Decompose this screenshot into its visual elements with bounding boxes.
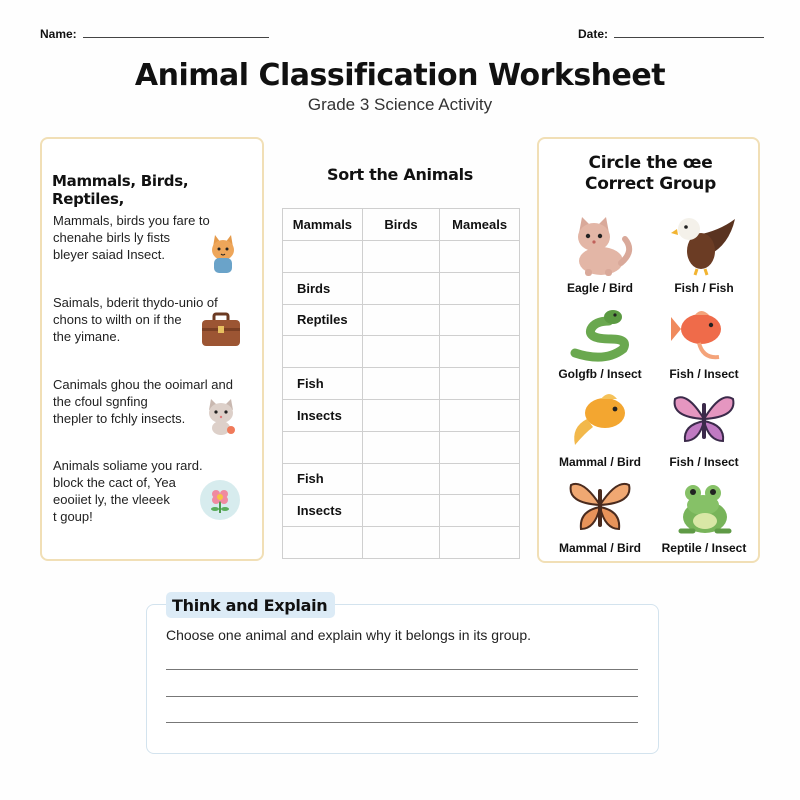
animal-label: Reptile / Insect xyxy=(661,541,747,555)
name-blank-line[interactable] xyxy=(83,28,269,38)
table-row xyxy=(283,399,520,431)
column-header: Birds xyxy=(362,209,439,241)
date-label: Date: xyxy=(578,27,609,41)
table-row xyxy=(283,304,520,336)
sort-answer-cell[interactable] xyxy=(362,495,439,527)
worksheet-title: Animal Classification Worksheet xyxy=(134,58,666,93)
red-fish-icon xyxy=(669,303,739,363)
sort-answer-cell[interactable] xyxy=(440,431,520,463)
animal-label: Golgfb / Insect xyxy=(558,367,642,381)
animal-choice-5[interactable] xyxy=(550,389,650,469)
sort-answer-cell[interactable] xyxy=(362,431,439,463)
info-paragraph-3: Canimals ghou the ooimarl and the cfoul sgnfing thepler to fchly insects. xyxy=(53,377,233,426)
animal-label: Mammal / Bird xyxy=(558,455,642,469)
animal-choice-4[interactable] xyxy=(654,303,754,381)
info-paragraph-1: Mammals, birds you fare to chenahe birls ly fists bleyer saiad Insect. xyxy=(53,213,210,262)
column-header: Mammals xyxy=(283,209,363,241)
date-blank-line[interactable] xyxy=(614,28,764,38)
name-field[interactable] xyxy=(40,27,269,41)
table-header-row xyxy=(283,209,520,241)
row-label-cell[interactable]: Birds xyxy=(283,272,363,304)
row-label-cell[interactable] xyxy=(283,241,363,273)
left-info-panel xyxy=(40,137,264,561)
animal-choice-6[interactable] xyxy=(654,389,754,469)
sort-answer-cell[interactable] xyxy=(362,336,439,368)
table-row xyxy=(283,272,520,304)
sort-answer-cell[interactable] xyxy=(362,527,439,559)
sort-answer-cell[interactable] xyxy=(440,527,520,559)
sort-heading: Sort the Animals xyxy=(326,165,474,184)
animal-choice-3[interactable] xyxy=(550,303,650,381)
sort-answer-cell[interactable] xyxy=(440,368,520,400)
sort-answer-cell[interactable] xyxy=(440,463,520,495)
left-panel-heading: Mammals, Birds, Reptiles, xyxy=(52,172,189,208)
row-label-cell[interactable]: Insects xyxy=(283,495,363,527)
briefcase-icon xyxy=(200,309,242,351)
cat-icon xyxy=(565,211,635,277)
table-row xyxy=(283,241,520,273)
flower-icon xyxy=(199,479,241,521)
animal-label: Eagle / Bird xyxy=(566,281,634,295)
animal-label: Fish / Insect xyxy=(669,455,739,469)
row-label-cell[interactable]: Fish xyxy=(283,463,363,495)
sort-answer-cell[interactable] xyxy=(362,272,439,304)
table-row xyxy=(283,463,520,495)
think-explain-title: Think and Explain xyxy=(166,592,335,618)
name-label: Name: xyxy=(40,27,77,41)
think-explain-prompt: Choose one animal and explain why it belongs in its group. xyxy=(166,627,532,643)
table-row xyxy=(283,336,520,368)
sort-answer-cell[interactable] xyxy=(440,495,520,527)
animal-label: Fish / Insect xyxy=(669,367,739,381)
frog-icon xyxy=(669,479,739,537)
animal-choice-2[interactable] xyxy=(654,211,754,295)
sort-answer-cell[interactable] xyxy=(440,241,520,273)
row-label-cell[interactable]: Reptiles xyxy=(283,304,363,336)
animal-label: Mammal / Bird xyxy=(558,541,642,555)
kitten-icon xyxy=(200,395,242,437)
sort-answer-cell[interactable] xyxy=(440,336,520,368)
animal-label: Fish / Fish xyxy=(674,281,734,295)
sort-answer-cell[interactable] xyxy=(362,368,439,400)
table-row xyxy=(283,495,520,527)
row-label-cell[interactable] xyxy=(283,336,363,368)
orange-butterfly-icon xyxy=(565,479,635,537)
pink-butterfly-icon xyxy=(669,389,739,451)
circle-group-panel xyxy=(537,137,760,563)
cat-icon xyxy=(202,233,244,275)
answer-line-2[interactable] xyxy=(166,696,638,697)
sort-answer-cell[interactable] xyxy=(362,241,439,273)
row-label-cell[interactable] xyxy=(283,527,363,559)
sort-answer-cell[interactable] xyxy=(440,272,520,304)
answer-line-3[interactable] xyxy=(166,722,638,723)
date-field[interactable] xyxy=(578,27,764,41)
table-row xyxy=(283,431,520,463)
table-row xyxy=(283,368,520,400)
sort-answer-cell[interactable] xyxy=(440,304,520,336)
animal-choice-7[interactable] xyxy=(550,479,650,555)
answer-line-1[interactable] xyxy=(166,669,638,670)
worksheet-subtitle: Grade 3 Science Activity xyxy=(307,95,493,114)
eagle-icon xyxy=(669,211,739,277)
sort-table xyxy=(282,208,520,559)
row-label-cell[interactable]: Fish xyxy=(283,368,363,400)
table-row xyxy=(283,527,520,559)
sort-answer-cell[interactable] xyxy=(362,399,439,431)
animal-choice-8[interactable] xyxy=(654,479,754,555)
circle-panel-heading: Circle the œe Correct Group xyxy=(585,153,716,194)
row-label-cell[interactable] xyxy=(283,431,363,463)
info-paragraph-2: Saimals, bderit thydo-unio of chons to wilth on if the the yimane. xyxy=(53,295,218,344)
info-paragraph-4: Animals soliame you rard. block the cact of, Yea eooiiet ly, the vleeek t goup! xyxy=(53,458,203,524)
column-header: Mameals xyxy=(440,209,520,241)
sort-answer-cell[interactable] xyxy=(440,399,520,431)
sort-answer-cell[interactable] xyxy=(362,304,439,336)
row-label-cell[interactable]: Insects xyxy=(283,399,363,431)
animal-choice-1[interactable] xyxy=(550,211,650,295)
sort-answer-cell[interactable] xyxy=(362,463,439,495)
snake-icon xyxy=(565,303,635,363)
goldfish-icon xyxy=(565,389,635,451)
